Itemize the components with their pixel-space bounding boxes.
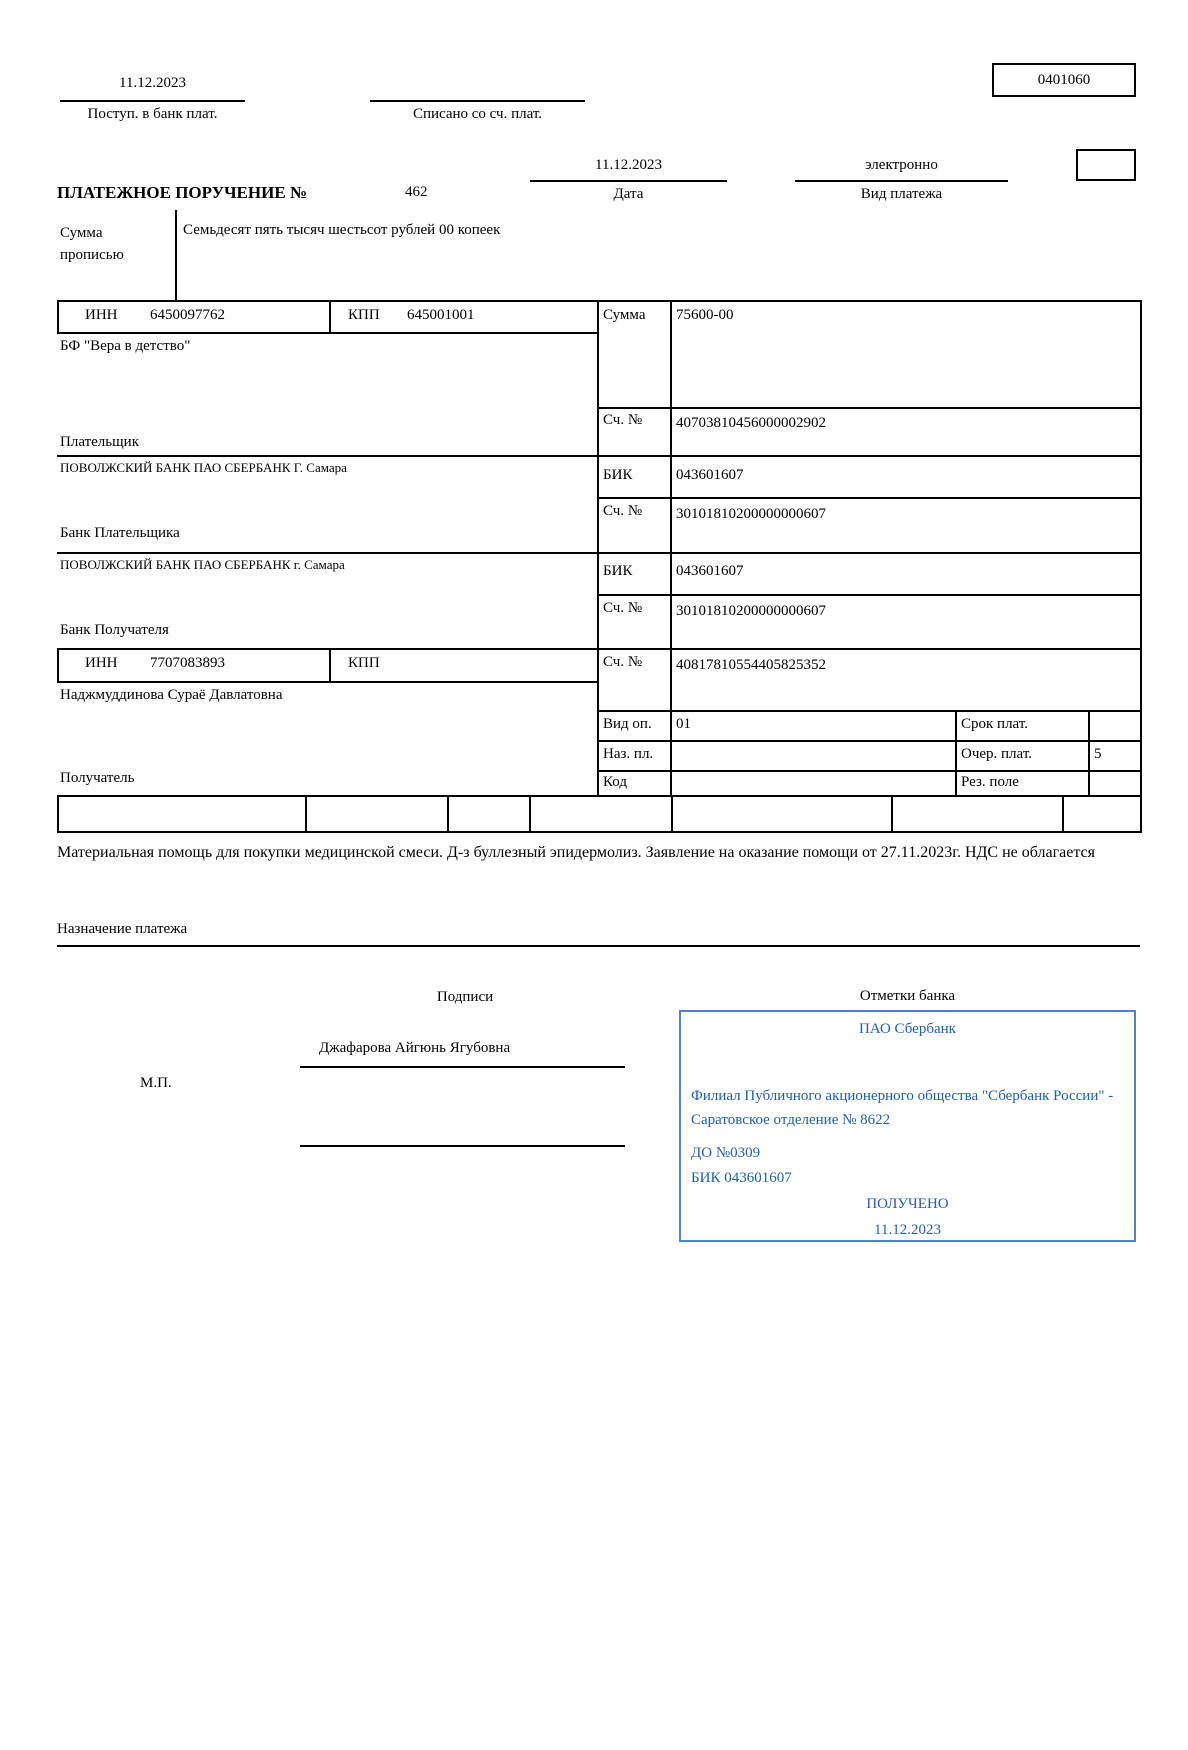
bank-stamp-box bbox=[679, 1010, 1136, 1242]
grid-line bbox=[329, 648, 331, 683]
purpose-code-label: Наз. пл. bbox=[603, 746, 654, 762]
grid-line bbox=[597, 710, 1140, 712]
grid-line bbox=[57, 681, 597, 683]
amount-words-value: Семьдесят пять тысяч шестьсот рублей 00 копеек bbox=[183, 222, 501, 238]
stamp-bik: БИК 043601607 bbox=[691, 1170, 792, 1186]
signatures-label: Подписи bbox=[436, 989, 494, 1005]
grid-line bbox=[597, 407, 1140, 409]
reserve-label: Рез. поле bbox=[961, 774, 1019, 790]
amount-words-label: Сумма прописью bbox=[60, 225, 124, 263]
grid-line bbox=[57, 332, 597, 334]
sum-label: Сумма bbox=[603, 307, 646, 323]
grid-line bbox=[597, 770, 1140, 772]
payer-bank-account-value: 30101810200000000607 bbox=[676, 506, 826, 522]
grid-line bbox=[1062, 795, 1064, 833]
stamp-status: ПОЛУЧЕНО bbox=[866, 1196, 949, 1212]
debited-label: Списано со сч. плат. bbox=[412, 106, 543, 122]
payee-bank-account-value: 30101810200000000607 bbox=[676, 603, 826, 619]
grid-line bbox=[597, 497, 1140, 499]
grid-line bbox=[670, 300, 672, 797]
code-label: Код bbox=[603, 774, 627, 790]
signature-line bbox=[300, 1066, 625, 1068]
payer-inn-label: ИНН bbox=[85, 307, 118, 323]
sum-value: 75600-00 bbox=[676, 307, 734, 323]
payer-name: БФ "Вера в детство" bbox=[60, 338, 191, 354]
divider-line bbox=[370, 100, 585, 102]
payer-bank-bik-label: БИК bbox=[603, 467, 633, 483]
payer-label: Плательщик bbox=[60, 434, 139, 450]
stamp-date: 11.12.2023 bbox=[874, 1222, 941, 1238]
grid-line bbox=[1140, 300, 1142, 833]
payee-account-value: 40817810554405825352 bbox=[676, 657, 826, 673]
form-code: 0401060 bbox=[1037, 72, 1091, 88]
payee-bank-name: ПОВОЛЖСКИЙ БАНК ПАО СБЕРБАНК г. Самара bbox=[60, 557, 345, 572]
due-date-label: Срок плат. bbox=[961, 716, 1029, 732]
stamp-office: ДО №0309 bbox=[691, 1145, 761, 1161]
divider-line bbox=[57, 945, 1140, 947]
divider-line bbox=[60, 100, 245, 102]
payer-kpp-value: 645001001 bbox=[407, 307, 475, 323]
grid-line bbox=[1088, 710, 1090, 797]
payer-account-label: Сч. № bbox=[603, 412, 643, 428]
payee-bank-bik-label: БИК bbox=[603, 563, 633, 579]
divider-line bbox=[175, 210, 177, 300]
received-date: 11.12.2023 bbox=[119, 75, 186, 91]
date-label: Дата bbox=[613, 186, 644, 202]
payee-bank-account-label: Сч. № bbox=[603, 600, 643, 616]
document-date: 11.12.2023 bbox=[595, 157, 662, 173]
status-code-box bbox=[1076, 149, 1136, 181]
payer-account-value: 40703810456000002902 bbox=[676, 415, 826, 431]
grid-line bbox=[329, 300, 331, 334]
payment-kind-value: электронно bbox=[865, 157, 938, 173]
signer-name: Джафарова Айгюнь Ягубовна bbox=[319, 1040, 511, 1056]
stamp-branch: Филиал Публичного акционерного общества "Сбербанк России" - Саратовское отделение № 8622 bbox=[691, 1088, 1114, 1128]
grid-line bbox=[447, 795, 449, 833]
grid-line bbox=[671, 795, 673, 833]
grid-line bbox=[955, 710, 957, 797]
order-label: Очер. плат. bbox=[961, 746, 1032, 762]
document-number: 462 bbox=[405, 184, 428, 200]
grid-line bbox=[57, 831, 1140, 833]
payer-bank-bik-value: 043601607 bbox=[676, 467, 744, 483]
grid-line bbox=[57, 648, 59, 683]
payer-kpp-label: КПП bbox=[348, 307, 380, 323]
payment-kind-label: Вид платежа bbox=[860, 186, 943, 202]
payer-bank-label: Банк Плательщика bbox=[60, 525, 180, 541]
payer-inn-value: 6450097762 bbox=[150, 307, 225, 323]
purpose-label: Назначение платежа bbox=[57, 921, 188, 937]
grid-line bbox=[597, 594, 1140, 596]
divider-line bbox=[530, 180, 727, 182]
payee-bank-bik-value: 043601607 bbox=[676, 563, 744, 579]
payee-bank-label: Банк Получателя bbox=[60, 622, 169, 638]
payee-kpp-label: КПП bbox=[348, 655, 380, 671]
op-kind-value: 01 bbox=[676, 716, 691, 732]
signature-line bbox=[300, 1145, 625, 1147]
grid-line bbox=[891, 795, 893, 833]
grid-line bbox=[57, 795, 59, 833]
payee-inn-value: 7707083893 bbox=[150, 655, 225, 671]
grid-line bbox=[597, 300, 599, 797]
payee-inn-label: ИНН bbox=[85, 655, 118, 671]
grid-line bbox=[305, 795, 307, 833]
order-value: 5 bbox=[1094, 746, 1102, 762]
grid-line bbox=[57, 300, 59, 334]
grid-line bbox=[597, 740, 1140, 742]
grid-line bbox=[529, 795, 531, 833]
form-code-box bbox=[992, 63, 1136, 97]
divider-line bbox=[795, 180, 1008, 182]
seal-label: М.П. bbox=[140, 1075, 172, 1091]
payee-name: Наджмуддинова Сураё Давлатовна bbox=[60, 687, 283, 703]
stamp-bank-name: ПАО Сбербанк bbox=[859, 1021, 956, 1037]
document-title: ПЛАТЕЖНОЕ ПОРУЧЕНИЕ № bbox=[57, 183, 308, 202]
received-label: Поступ. в банк плат. bbox=[87, 106, 218, 122]
payee-label: Получатель bbox=[60, 770, 135, 786]
payee-account-label: Сч. № bbox=[603, 654, 643, 670]
payer-bank-name: ПОВОЛЖСКИЙ БАНК ПАО СБЕРБАНК Г. Самара bbox=[60, 460, 347, 475]
payer-bank-account-label: Сч. № bbox=[603, 503, 643, 519]
purpose-text: Материальная помощь для покупки медицинской смеси. Д-з буллезный эпидермолиз. Заявление на оказание помощи от 27.11.2023г. НДС не облагается bbox=[57, 844, 1095, 861]
op-kind-label: Вид оп. bbox=[603, 716, 652, 732]
bank-marks-label: Отметки банка bbox=[859, 988, 956, 1004]
